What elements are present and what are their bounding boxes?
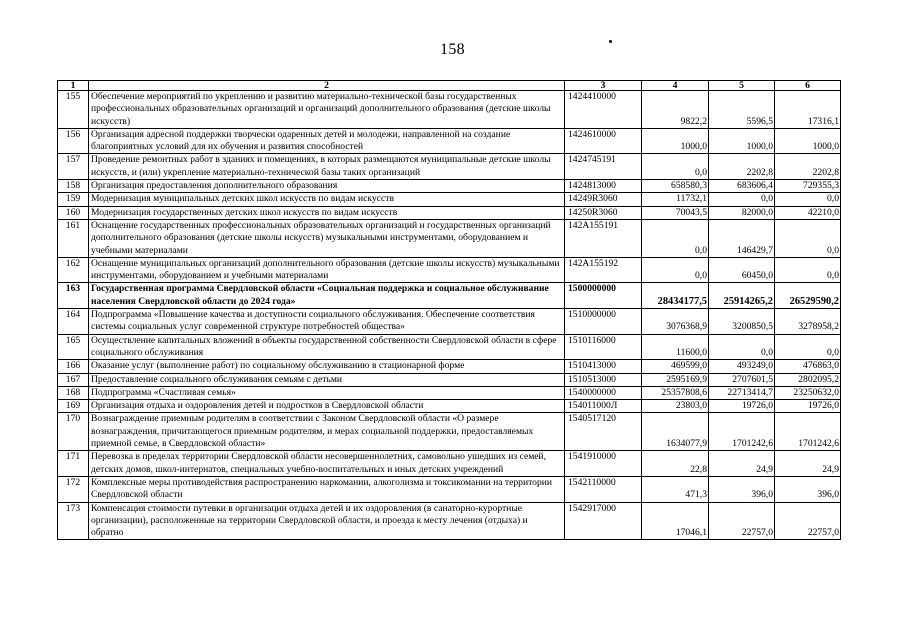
row-code: 1424813000 [565, 180, 642, 193]
row-number: 157 [58, 154, 89, 180]
header-col-5: 5 [709, 81, 775, 91]
row-value-5: 2202,8 [709, 154, 775, 180]
row-value-5: 3200850,5 [709, 309, 775, 335]
row-code: 1540517120 [565, 413, 642, 451]
row-value-4: 469599,0 [642, 360, 709, 373]
row-value-4: 17046,1 [642, 502, 709, 540]
row-name: Перевозка в пределах территории Свердловской области несовершеннолетних, самовольно ушедших из семей, детских домов, школ-интернатов, специальных учебно-воспитательных и иных детских учреждений [89, 451, 565, 477]
row-name: Организация адресной поддержки творчески одаренных детей и молодежи, направленной на создание благоприятных условий для их обучения и развития способностей [89, 128, 565, 154]
row-value-4: 0,0 [642, 219, 709, 257]
row-value-5: 493249,0 [709, 360, 775, 373]
row-value-6: 22757,0 [775, 502, 841, 540]
row-value-5: 146429,7 [709, 219, 775, 257]
row-code: 1424745191 [565, 154, 642, 180]
row-name: Оснащение государственных профессиональных образовательных организаций и государственных организаций дополнительного образования (детские школы искусств) музыкальными инструментами, оборудованием и учебными материалами [89, 219, 565, 257]
row-number: 173 [58, 502, 89, 540]
row-name: Осуществление капитальных вложений в объекты государственной собственности Свердловской области в сфере социального обслуживания [89, 334, 565, 360]
table-row [58, 386, 841, 399]
table-row [58, 373, 841, 386]
row-code: 1541910000 [565, 451, 642, 477]
table-row [58, 334, 841, 360]
row-value-6: 0,0 [775, 257, 841, 283]
row-code: 1542110000 [565, 476, 642, 502]
row-code: 142A155191 [565, 219, 642, 257]
row-value-4: 11600,0 [642, 334, 709, 360]
row-number: 167 [58, 373, 89, 386]
row-value-6: 1000,0 [775, 128, 841, 154]
table-row [58, 219, 841, 257]
row-value-6: 0,0 [775, 193, 841, 206]
row-value-5: 1000,0 [709, 128, 775, 154]
row-name: Подпрограмма «Счастливая семья» [89, 386, 565, 399]
row-value-6: 396,0 [775, 476, 841, 502]
row-value-6: 23250632,0 [775, 386, 841, 399]
row-name: Оказание услуг (выполнение работ) по социальному обслуживанию в стационарной форме [89, 360, 565, 373]
row-number: 158 [58, 180, 89, 193]
row-value-5: 683606,4 [709, 180, 775, 193]
row-value-4: 70043,5 [642, 206, 709, 219]
row-value-4: 2595169,9 [642, 373, 709, 386]
row-number: 159 [58, 193, 89, 206]
table-row [58, 128, 841, 154]
row-number: 155 [58, 91, 89, 129]
row-number: 162 [58, 257, 89, 283]
row-number: 161 [58, 219, 89, 257]
budget-table [57, 80, 841, 540]
row-value-5: 396,0 [709, 476, 775, 502]
row-value-4: 28434177,5 [642, 283, 709, 309]
table-row [58, 283, 841, 309]
header-col-4: 4 [642, 81, 709, 91]
row-value-5: 19726,0 [709, 400, 775, 413]
row-value-5: 5596,5 [709, 91, 775, 129]
row-value-6: 1701242,6 [775, 413, 841, 451]
row-code: 1424410000 [565, 91, 642, 129]
header-col-1: 1 [58, 81, 89, 91]
row-value-6: 476863,0 [775, 360, 841, 373]
row-value-5: 2707601,5 [709, 373, 775, 386]
row-code: 1510513000 [565, 373, 642, 386]
table-row [58, 360, 841, 373]
table-row [58, 309, 841, 335]
table-row [58, 206, 841, 219]
row-value-5: 22713414,7 [709, 386, 775, 399]
row-code: 1510413000 [565, 360, 642, 373]
row-value-6: 2802095,2 [775, 373, 841, 386]
row-code: 1510116000 [565, 334, 642, 360]
table-body [58, 91, 841, 540]
row-code: 1542917000 [565, 502, 642, 540]
row-code: 154011000Л [565, 400, 642, 413]
row-value-4: 25357808,6 [642, 386, 709, 399]
header-col-2: 2 [89, 81, 565, 91]
row-number: 164 [58, 309, 89, 335]
table-row [58, 413, 841, 451]
row-number: 156 [58, 128, 89, 154]
row-code: 14249R3060 [565, 193, 642, 206]
row-value-6: 0,0 [775, 334, 841, 360]
row-number: 165 [58, 334, 89, 360]
row-code: 1500000000 [565, 283, 642, 309]
header-col-3: 3 [565, 81, 642, 91]
row-value-5: 82000,0 [709, 206, 775, 219]
row-number: 170 [58, 413, 89, 451]
row-name: Обеспечение мероприятий по укреплению и развитию материально-технической базы государственных профессиональных образовательных организаций и организаций дополнительного образования (детские школы искусств) [89, 91, 565, 129]
row-name: Комплексные меры противодействия распространению наркомании, алкоголизма и токсикомании на территории Свердловской области [89, 476, 565, 502]
row-name: Компенсация стоимости путевки в организации отдыха детей и их оздоровления (в санаторно-курортные организации), расположенные на территории Свердловской области, и проезда к месту лечения (отдыха) и обратно [89, 502, 565, 540]
row-value-5: 0,0 [709, 193, 775, 206]
row-number: 169 [58, 400, 89, 413]
row-name: Модернизация муниципальных детских школ искусств по видам искусств [89, 193, 565, 206]
row-code: 1424610000 [565, 128, 642, 154]
row-number: 166 [58, 360, 89, 373]
row-value-4: 9822,2 [642, 91, 709, 129]
table-row [58, 257, 841, 283]
row-value-5: 0,0 [709, 334, 775, 360]
row-value-5: 22757,0 [709, 502, 775, 540]
row-value-5: 24,9 [709, 451, 775, 477]
row-value-4: 658580,3 [642, 180, 709, 193]
row-code: 14250R3060 [565, 206, 642, 219]
row-number: 163 [58, 283, 89, 309]
row-value-4: 23803,0 [642, 400, 709, 413]
row-number: 168 [58, 386, 89, 399]
row-value-6: 729355,3 [775, 180, 841, 193]
row-name: Государственная программа Свердловской области «Социальная поддержка и социальное обслуживание населения Свердловской области до 2024 года» [89, 283, 565, 309]
row-value-4: 1634077,9 [642, 413, 709, 451]
row-value-4: 0,0 [642, 154, 709, 180]
row-code: 1540000000 [565, 386, 642, 399]
table-row [58, 451, 841, 477]
row-value-6: 3278958,2 [775, 309, 841, 335]
row-code: 142A155192 [565, 257, 642, 283]
table-header-row [58, 81, 841, 91]
row-number: 160 [58, 206, 89, 219]
row-name: Предоставление социального обслуживания семьям с детьми [89, 373, 565, 386]
row-value-6: 17316,1 [775, 91, 841, 129]
row-value-6: 42210,0 [775, 206, 841, 219]
table-row [58, 154, 841, 180]
table-row [58, 91, 841, 129]
row-name: Организация отдыха и оздоровления детей и подростков в Свердловской области [89, 400, 565, 413]
row-name: Модернизация государственных детских школ искусств по видам искусств [89, 206, 565, 219]
row-name: Организация предоставления дополнительного образования [89, 180, 565, 193]
row-name: Проведение ремонтных работ в зданиях и помещениях, в которых размещаются муниципальные детские школы искусств, и (или) укрепление материально-технической базы таких организаций [89, 154, 565, 180]
row-value-6: 24,9 [775, 451, 841, 477]
table-row [58, 502, 841, 540]
row-value-6: 19726,0 [775, 400, 841, 413]
page-number: 158 [440, 41, 465, 58]
row-code: 1510000000 [565, 309, 642, 335]
row-value-6: 0,0 [775, 219, 841, 257]
row-number: 172 [58, 476, 89, 502]
stray-dot [609, 40, 612, 43]
table-row [58, 476, 841, 502]
row-value-4: 3076368,9 [642, 309, 709, 335]
row-value-6: 26529590,2 [775, 283, 841, 309]
row-value-4: 0,0 [642, 257, 709, 283]
row-name: Оснащение муниципальных организаций дополнительного образования (детские школы искусств) музыкальными инструментами, оборудованием и учебными материалами [89, 257, 565, 283]
row-value-5: 25914265,2 [709, 283, 775, 309]
table-row [58, 180, 841, 193]
row-value-4: 1000,0 [642, 128, 709, 154]
row-value-4: 22,8 [642, 451, 709, 477]
row-value-5: 1701242,6 [709, 413, 775, 451]
row-value-4: 11732,1 [642, 193, 709, 206]
table-row [58, 400, 841, 413]
row-value-4: 471,3 [642, 476, 709, 502]
row-value-6: 2202,8 [775, 154, 841, 180]
header-col-6: 6 [775, 81, 841, 91]
row-number: 171 [58, 451, 89, 477]
row-name: Подпрограмма «Повышение качества и доступности социального обслуживания. Обеспечение соответствия системы социальных услуг современной структуре потребностей общества» [89, 309, 565, 335]
row-name: Вознаграждение приемным родителям в соответствии с Законом Свердловской области «О размере вознаграждения, причитающегося приемным родителям, и мерах социальной поддержки, предоставляемых приемной семье, в Свердловской области» [89, 413, 565, 451]
table-row [58, 193, 841, 206]
row-value-5: 60450,0 [709, 257, 775, 283]
